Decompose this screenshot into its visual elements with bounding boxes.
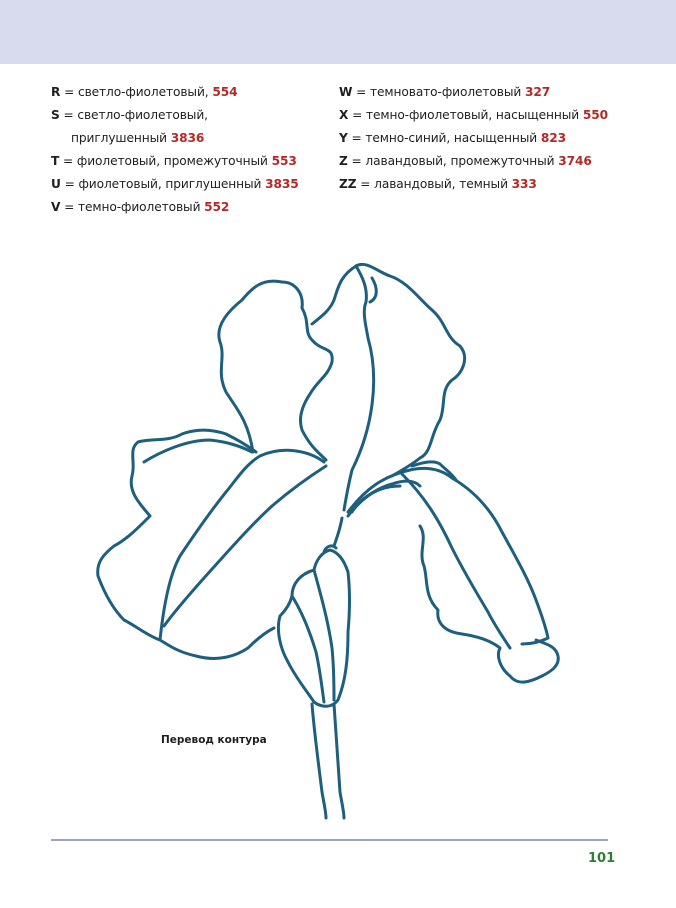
stem-left bbox=[312, 704, 326, 818]
legend-code: 554 bbox=[212, 85, 238, 99]
legend-color-name: светло-фиолетовый, bbox=[77, 108, 208, 122]
legend-equals: = bbox=[59, 108, 78, 122]
legend-equals: = bbox=[347, 131, 366, 145]
stem-joint bbox=[334, 518, 342, 546]
legend-color-name: фиолетовый, промежуточный bbox=[76, 154, 272, 168]
legend-equals: = bbox=[60, 85, 78, 99]
legend-color-name: светло-фиолетовый, bbox=[77, 85, 213, 99]
legend-code: 3836 bbox=[170, 131, 205, 145]
left-fall-petal bbox=[160, 450, 324, 658]
page-number: 101 bbox=[588, 851, 616, 866]
legend-key: Z bbox=[339, 154, 348, 168]
legend-code: 553 bbox=[271, 154, 297, 168]
bud-fold bbox=[314, 570, 334, 700]
legend-color-name: темно-фиолетовый bbox=[78, 200, 205, 214]
upper-left-petal bbox=[219, 281, 332, 460]
legend-key: T bbox=[51, 154, 60, 168]
legend-code: 327 bbox=[524, 85, 551, 99]
legend-code: 333 bbox=[511, 177, 537, 191]
legend-code: 3835 bbox=[265, 177, 299, 191]
legend-color-name-continued: приглушенный bbox=[71, 131, 171, 145]
legend-equals: = bbox=[347, 154, 366, 168]
legend-key: Y bbox=[339, 131, 348, 145]
footer-rule bbox=[51, 839, 608, 841]
legend-key: V bbox=[51, 200, 61, 214]
legend-equals: = bbox=[60, 177, 79, 191]
bud-fold-2 bbox=[292, 596, 324, 702]
legend-color-name: темно-синий, насыщенный bbox=[365, 131, 541, 145]
stem-right bbox=[334, 704, 344, 818]
legend-key: W bbox=[339, 85, 353, 99]
legend-key: X bbox=[339, 108, 349, 122]
right-fall-vein bbox=[402, 474, 510, 648]
legend-equals: = bbox=[352, 85, 371, 99]
legend-color-name: лавандовый, темный bbox=[374, 177, 512, 191]
legend-equals: = bbox=[348, 108, 366, 122]
legend-code: 552 bbox=[204, 200, 230, 214]
legend-color-name: лавандовый, промежуточный bbox=[365, 154, 559, 168]
upper-right-petal bbox=[312, 264, 465, 476]
legend-key: S bbox=[51, 108, 60, 122]
legend-equals: = bbox=[356, 177, 375, 191]
legend-code: 3746 bbox=[558, 154, 592, 168]
legend-key: ZZ bbox=[339, 177, 357, 191]
legend-color-name: фиолетовый, приглушенный bbox=[78, 177, 266, 191]
legend-color-name: темно-фиолетовый, насыщенный bbox=[365, 108, 583, 122]
legend-equals: = bbox=[59, 154, 77, 168]
legend-key: R bbox=[51, 85, 61, 99]
legend-code: 823 bbox=[540, 131, 567, 145]
figure-caption: Перевод контура bbox=[161, 734, 267, 746]
right-fall-petal bbox=[348, 468, 548, 644]
legend-code: 550 bbox=[582, 108, 609, 122]
left-fall-inner bbox=[144, 440, 252, 462]
upper-right-petal-crease bbox=[370, 278, 376, 302]
legend-key: U bbox=[51, 177, 61, 191]
legend-equals: = bbox=[60, 200, 79, 214]
legend-color-name: темновато-фиолетовый bbox=[370, 85, 525, 99]
